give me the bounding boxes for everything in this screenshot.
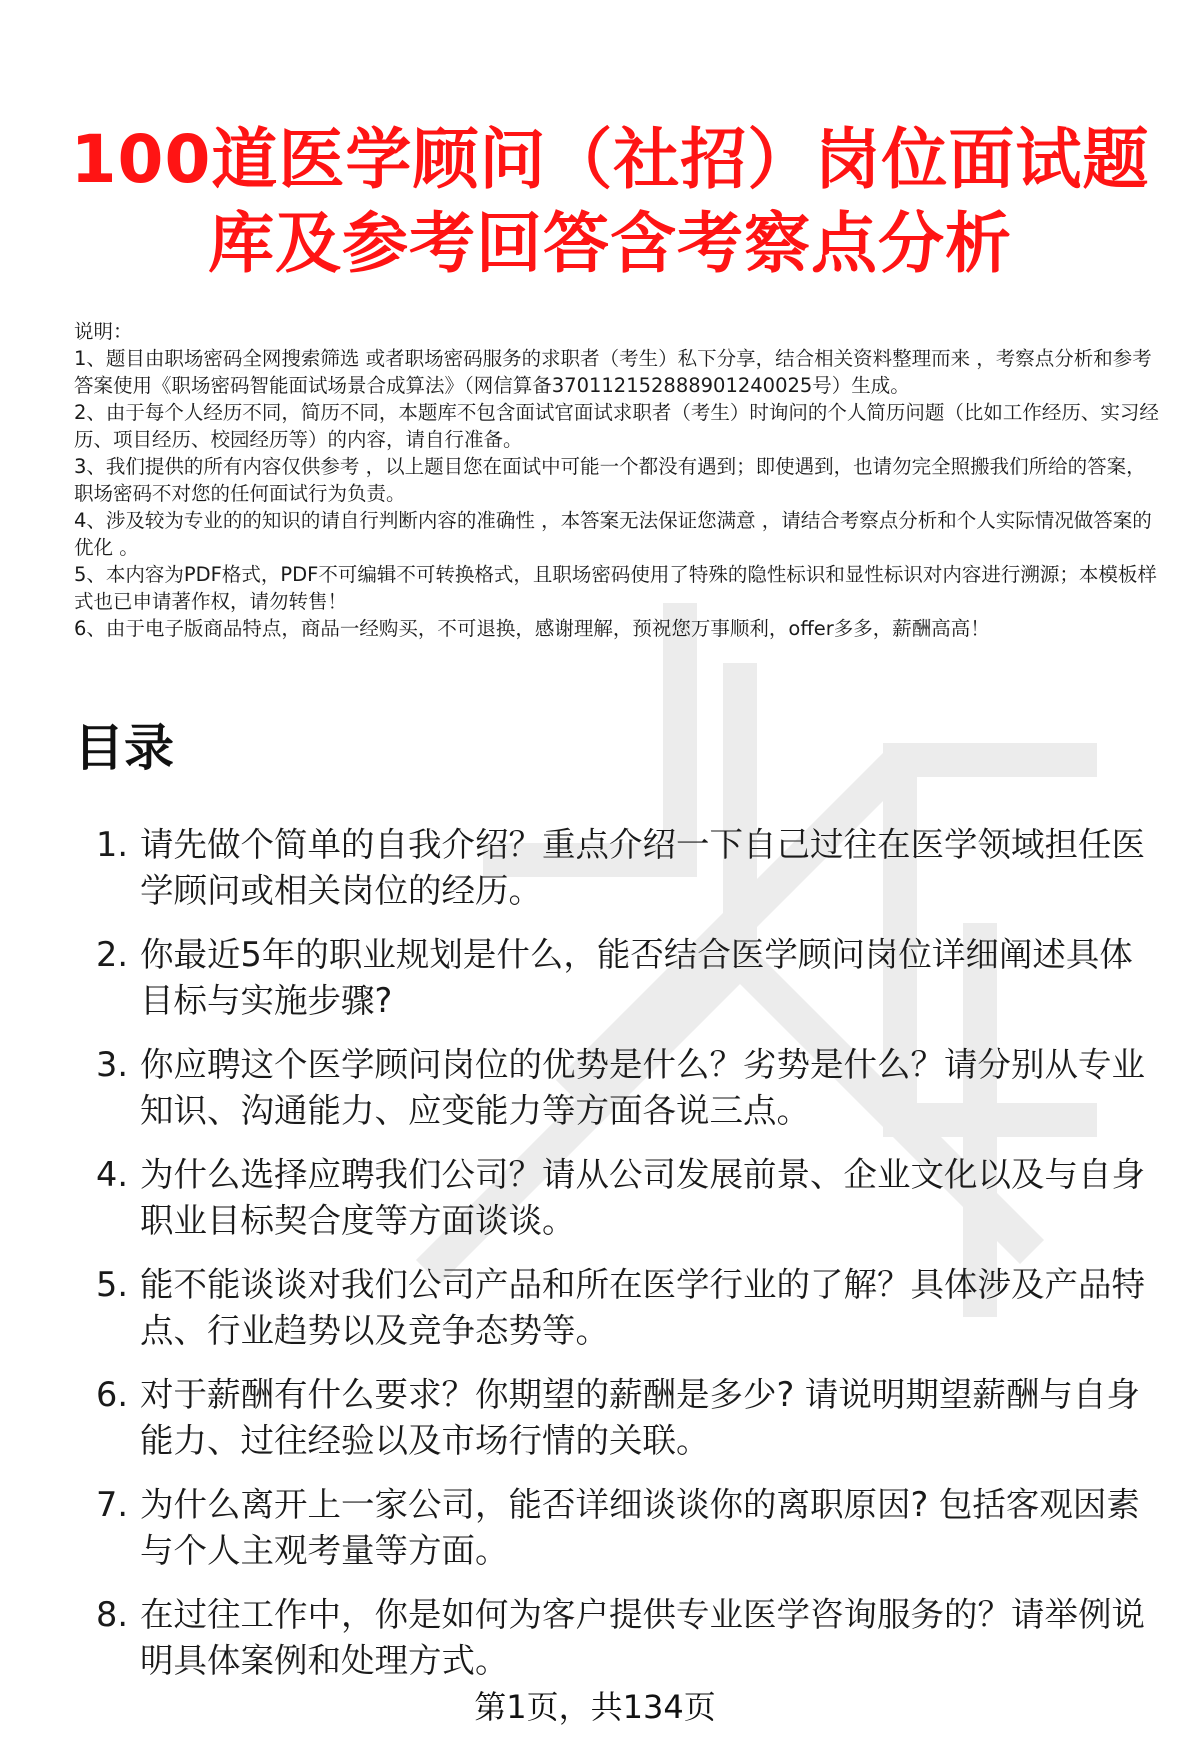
toc-item-number: 1.: [96, 825, 128, 864]
instruction-item: 5、本内容为PDF格式，PDF不可编辑不可转换格式，且职场密码使用了特殊的隐性标识和显性标识对内容进行溯源；本模板样式也已申请著作权，请勿转售！: [74, 563, 1157, 613]
toc-item[interactable]: [74, 1152, 1164, 1244]
title-line-1: 100道医学顾问（社招）岗位面试题: [70, 121, 1150, 198]
toc-item-text: 请先做个简单的自我介绍？重点介绍一下自己过往在医学领域担任医学顾问或相关岗位的经历。: [140, 825, 1145, 910]
toc-item-number: 2.: [96, 935, 128, 974]
toc-item[interactable]: [74, 1262, 1164, 1354]
instruction-item: 2、由于每个人经历不同，简历不同，本题库不包含面试官面试求职者（考生）时询问的个人简历问题（比如工作经历、实习经历、项目经历、校园经历等）的内容，请自行准备。: [74, 401, 1159, 451]
toc-item[interactable]: [74, 1372, 1164, 1464]
toc-item-text: 对于薪酬有什么要求？你期望的薪酬是多少? 请说明期望薪酬与自身能力、过往经验以及市场行情的关联。: [140, 1375, 1140, 1460]
toc-item-number: 7.: [96, 1485, 128, 1524]
toc-item-text: 为什么离开上一家公司，能否详细谈谈你的离职原因? 包括客观因素与个人主观考量等方面。: [140, 1485, 1140, 1570]
toc-item[interactable]: [74, 1592, 1164, 1684]
title-line-2: 库及参考回答含考察点分析: [208, 205, 1012, 282]
toc-heading: 目录: [74, 719, 174, 777]
toc-item-text: 为什么选择应聘我们公司？请从公司发展前景、企业文化以及与自身职业目标契合度等方面谈谈。: [140, 1155, 1145, 1240]
toc-item[interactable]: [74, 1042, 1164, 1134]
toc-item-text: 你最近5年的职业规划是什么，能否结合医学顾问岗位详细阐述具体目标与实施步骤?: [140, 935, 1133, 1020]
instructions-heading: 说明：: [74, 320, 133, 343]
instruction-item: 4、涉及较为专业的的知识的请自行判断内容的准确性 ，本答案无法保证您满意 ，请结合考察点分析和个人实际情况做答案的优化 。: [74, 509, 1152, 559]
toc-item[interactable]: [74, 1482, 1164, 1574]
instruction-item: 3、我们提供的所有内容仅供参考 ，以上题目您在面试中可能一个都没有遇到；即使遇到，也请勿完全照搬我们所给的答案，职场密码不对您的任何面试行为负责。: [74, 455, 1146, 505]
toc-item-number: 3.: [96, 1045, 128, 1084]
toc-item-text: 你应聘这个医学顾问岗位的优势是什么？劣势是什么？请分别从专业知识、沟通能力、应变能力等方面各说三点。: [140, 1045, 1145, 1130]
toc-item-number: 5.: [96, 1265, 128, 1304]
toc-item-text: 能不能谈谈对我们公司产品和所在医学行业的了解？具体涉及产品特点、行业趋势以及竞争态势等。: [140, 1265, 1145, 1350]
toc-item-text: 在过往工作中，你是如何为客户提供专业医学咨询服务的？请举例说明具体案例和处理方式。: [140, 1595, 1145, 1680]
page-number: 第1页，共134页: [474, 1688, 716, 1726]
toc-item-number: 6.: [96, 1375, 128, 1414]
toc-item-number: 4.: [96, 1155, 128, 1194]
instructions-section: [74, 318, 1164, 642]
instruction-item: 1、题目由职场密码全网搜索筛选 或者职场密码服务的求职者（考生）私下分享，结合相关资料整理而来 ，考察点分析和参考答案使用《职场密码智能面试场景合成算法》（网信算备370112152888901240025号）生成。: [74, 347, 1152, 397]
instruction-item: 6、由于电子版商品特点，商品一经购买，不可退换，感谢理解，预祝您万事顺利，offer多多，薪酬高高！: [74, 617, 990, 640]
toc-item[interactable]: [74, 932, 1164, 1024]
document-title: [60, 118, 1160, 286]
toc-item-number: 8.: [96, 1595, 128, 1634]
toc-list: [74, 822, 1164, 1702]
toc-item[interactable]: [74, 822, 1164, 914]
